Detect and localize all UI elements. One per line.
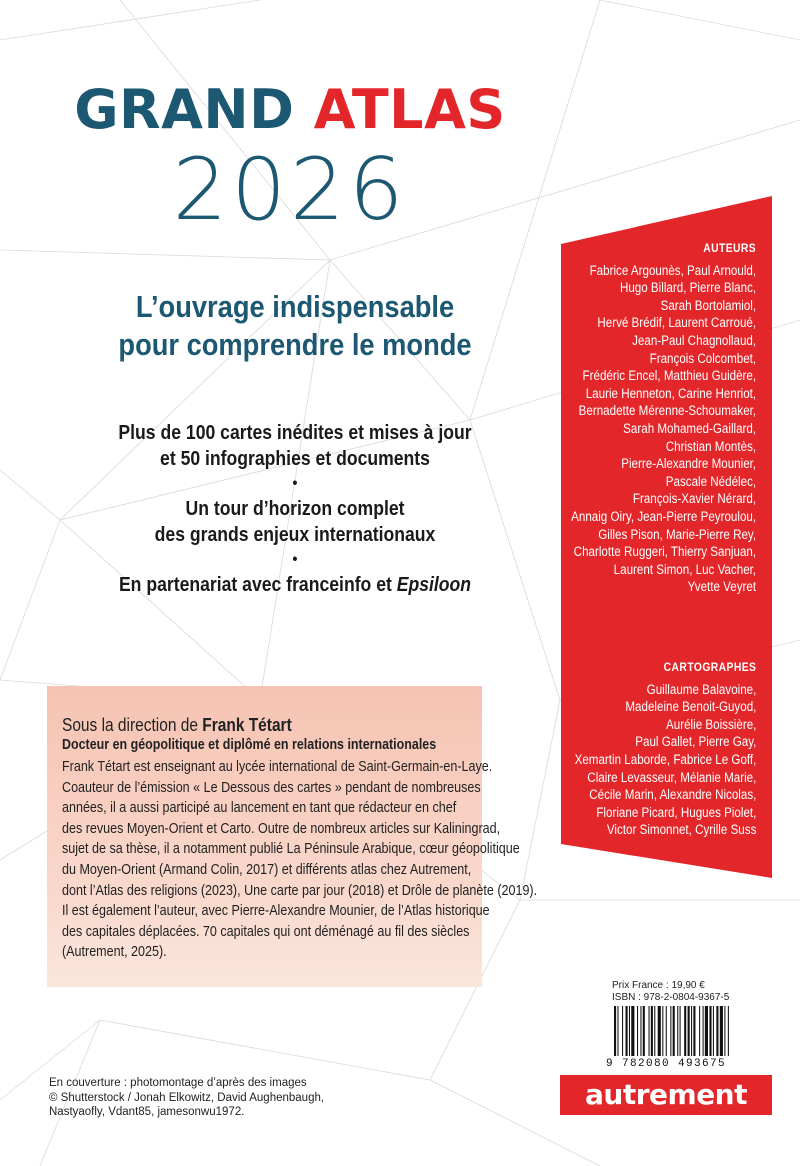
barcode-bar <box>716 1006 718 1056</box>
publisher-logo: autrement <box>560 1075 772 1115</box>
bio-line: des capitales déplacées. 70 capitales qui ont déménagé au fil des siècles <box>62 923 470 940</box>
cartographer-line: Aurélie Boissière, <box>665 716 756 732</box>
cartographer-line: Xemartin Laborde, Fabrice Le Goff, <box>574 751 756 767</box>
cover-credit-line: © Shutterstock / Jonah Elkowitz, David Aughenbaugh, <box>49 1091 325 1104</box>
feature-line: des grands enjeux internationaux <box>154 524 436 546</box>
bio-text <box>62 757 538 963</box>
authors-heading: AUTEURS <box>703 241 756 255</box>
author-line: Gilles Pison, Marie-Pierre Rey, <box>598 526 756 542</box>
cover-credit-line: En couverture : photomontage d’après des images <box>49 1077 307 1089</box>
barcode-bar <box>705 1006 708 1056</box>
barcode-bar <box>617 1006 618 1056</box>
barcode-bar <box>654 1006 655 1056</box>
isbn-label: ISBN : 978-2-0804-9367-5 <box>612 992 730 1003</box>
author-line: François Colcombet, <box>649 350 756 366</box>
barcode-bar <box>720 1006 723 1056</box>
author-bio <box>62 714 538 963</box>
barcode-bar <box>629 1006 630 1056</box>
bio-line: du Moyen-Orient (Armand Colin, 2017) et différents atlas chez Autrement, <box>62 861 472 878</box>
barcode-number: 9 782080 493675 <box>606 1058 727 1070</box>
barcode-bar <box>614 1006 616 1056</box>
author-line: Charlotte Ruggeri, Thierry Sanjuan, <box>573 544 756 560</box>
feature-line: et 50 infographies et documents <box>160 448 430 470</box>
cartographers-heading: CARTOGRAPHES <box>663 660 756 674</box>
barcode-bar <box>643 1006 645 1056</box>
barcode-bar <box>622 1006 623 1056</box>
barcode-bar <box>631 1006 634 1056</box>
tagline-line: L’ouvrage indispensable <box>135 289 455 324</box>
cartographer-line: Claire Levasseur, Mélanie Marie, <box>586 769 756 785</box>
barcode-bar <box>691 1006 692 1056</box>
author-line: Hervé Brédif, Laurent Carroué, <box>597 315 756 331</box>
author-line: Sarah Bortolamiol, <box>660 297 756 313</box>
director-name: Frank Tétart <box>202 715 292 735</box>
cartographer-line: Guillaume Balavoine, <box>646 681 756 697</box>
author-line: Jean-Paul Chagnollaud, <box>632 332 756 348</box>
cartographer-line: Victor Simonnet, Cyrille Suss <box>606 822 756 838</box>
barcode-bar <box>680 1006 681 1056</box>
title-year: 2026 <box>172 140 408 240</box>
bio-line: dont l’Atlas des religions (2023), Une carte par jour (2018) et Drôle de planète (2019). <box>62 882 538 899</box>
author-line: Annaig Oiry, Jean-Pierre Peyroulou, <box>571 508 756 524</box>
barcode-bar <box>684 1006 686 1056</box>
cartographer-line: Madeleine Benoit-Guyod, <box>624 699 756 715</box>
cartographer-line: Floriane Picard, Hugues Piolet, <box>595 804 756 820</box>
barcode-bar <box>713 1006 714 1056</box>
cover-credit <box>49 1076 324 1120</box>
tagline-line: pour comprendre le monde <box>118 327 472 362</box>
author-line: François-Xavier Nérard, <box>632 491 756 507</box>
director-credentials: Docteur en géopolitique et diplômé en relations internationales <box>62 737 437 753</box>
author-line: Laurent Simon, Luc Vacher, <box>613 561 756 577</box>
author-line: Yvette Veyret <box>687 579 756 595</box>
author-line: Christian Montès, <box>665 438 756 454</box>
barcode-bar <box>693 1006 695 1056</box>
barcode-bar <box>637 1006 638 1056</box>
author-line: Fabrice Argounès, Paul Arnould, <box>589 262 756 278</box>
barcode-bar <box>703 1006 704 1056</box>
barcode-bar <box>651 1006 653 1056</box>
bio-line: Il est également l’auteur, avec Pierre-Alexandre Mounier, de l’Atlas historique <box>62 903 490 920</box>
author-line: Frédéric Encel, Matthieu Guidère, <box>582 368 756 384</box>
bio-line: sujet de sa thèse, il a notamment publié La Péninsule Arabique, cœur géopolitique <box>62 841 520 858</box>
author-line: Hugo Billard, Pierre Blanc, <box>619 280 756 296</box>
barcode-bar <box>677 1006 678 1056</box>
barcode-bar <box>673 1006 675 1056</box>
cover-credit-line: Nastyaofly, Vdant85, jamesonwu1972. <box>49 1106 245 1118</box>
barcode-bar <box>688 1006 690 1056</box>
barcode-bar <box>649 1006 650 1056</box>
feature-bullet: • <box>292 551 298 568</box>
title-grand: GRAND <box>74 78 295 141</box>
authors-list <box>571 240 756 596</box>
author-line: Pascale Nédélec, <box>665 473 756 489</box>
barcode-bar <box>728 1006 729 1056</box>
bio-line: Frank Tétart est enseignant au lycée international de Saint-Germain-en-Laye. <box>62 759 493 775</box>
cartographers-list <box>574 659 756 839</box>
feature-bullet: • <box>292 475 298 492</box>
direction-prefix: Sous la direction de <box>62 715 203 735</box>
barcode <box>612 1006 770 1060</box>
bio-line: années, il a aussi participé au lancement en tant que rédacteur en chef <box>62 800 457 817</box>
bio-line: des revues Moyen-Orient et Carto. Outre de nombreux articles sur Kaliningrad, <box>62 820 501 837</box>
author-line: Sarah Mohamed-Gaillard, <box>623 420 756 436</box>
feature-line: Un tour d’horizon complet <box>185 498 405 520</box>
barcode-bar <box>662 1006 663 1056</box>
title-atlas: ATLAS <box>313 78 506 141</box>
barcode-bar <box>709 1006 711 1056</box>
partner-epsiloon: Epsiloon <box>396 574 472 596</box>
barcode-bar <box>670 1006 671 1056</box>
feature-line: Plus de 100 cartes inédites et mises à jour <box>118 422 472 444</box>
partnership-text: En partenariat avec franceinfo et <box>118 574 397 596</box>
barcode-bar <box>699 1006 700 1056</box>
cartographer-line: Cécile Marin, Alexandre Nicolas, <box>588 787 756 803</box>
barcode-bar <box>724 1006 725 1056</box>
barcode-bar <box>658 1006 661 1056</box>
barcode-bar <box>640 1006 641 1056</box>
bio-line: Coauteur de l’émission « Le Dessous des cartes » pendant de nombreuses <box>62 779 481 796</box>
barcode-bar <box>666 1006 667 1056</box>
barcode-bar <box>626 1006 628 1056</box>
author-line: Laurie Henneton, Carine Henriot, <box>585 385 756 401</box>
price-label: Prix France : 19,90 € <box>612 980 705 991</box>
direction-line <box>62 714 466 736</box>
cartographer-line: Paul Gallet, Pierre Gay, <box>634 734 756 750</box>
bio-line: (Autrement, 2025). <box>62 944 167 961</box>
author-line: Bernadette Mérenne-Schoumaker, <box>578 403 756 419</box>
author-line: Pierre-Alexandre Mounier, <box>621 456 756 472</box>
